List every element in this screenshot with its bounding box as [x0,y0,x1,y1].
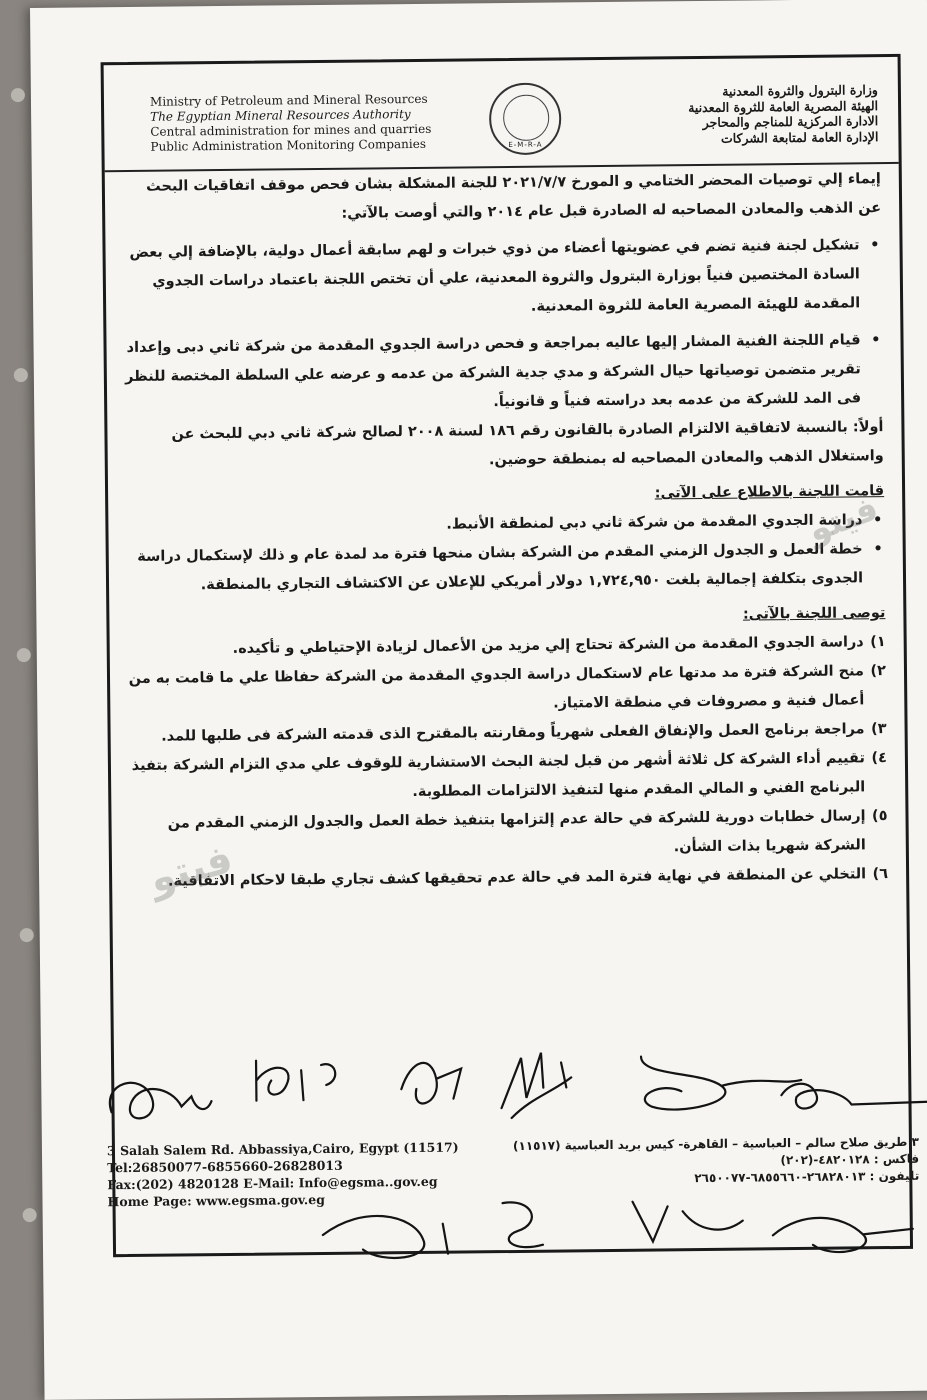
letter-body [123,165,889,897]
bullet-item: • تشكيل لجنة فنية تضم في عضويتها أعضاء من ذوي خبرات و لهم سابقة أعمال دولية، بالإضافة إلي بعض السادة المختصين فنياً بوزارة البترول والثروة المعدنية، علي أن تختص اللجنة باعتماد دراسات الجدوي المقدمة للهيئة المصرية العامة للثروة المعدنية. [123,231,882,326]
letterhead-arabic: وزارة البترول والثروة المعدنية الهيئة المصرية العامة للثروة المعدنية الادارة المركزية للمناجم والمحاجر الإدارة العامة لمتابعة الشركات [688,82,879,146]
letterhead-english: Ministry of Petroleum and Mineral Resources The Egyptian Mineral Resources Authority Central administration for mines and quarries Public Administration Monitoring Companies [149,91,432,154]
recommendation-item: ١) دراسة الجدوي المقدمة من الشركة تحتاج إلي مزيد من الأعمال لزيادة الإحتياطي و تأكيده. [232,634,886,657]
signatures-row [81,1034,927,1138]
authority-logo: E-M-R-A [489,82,562,155]
footer-signatures [302,1179,923,1275]
bullet-item: • خطة العمل و الجدول الزمني المقدم من الشركة بشان منحها فترة مد لمدة عام و ذلك لإستكمال دراسة الجدوى بتكلفة إجمالية بلغت ١,٧٢٤,٩٥٠ دولار أمريكي للإعلان عن الاكتشاف التجاري بالمنطقة. [127,535,886,601]
letterhead [104,57,899,172]
watermark-text: فيتو [144,835,238,903]
intro-paragraph: إيماء إلي توصيات المحضر الختامي و المورخ ٢٠٢١/٧/٧ للجنة المشكلة بشان فحص موقف اتفاقيات البحث عن الذهب والمعادن المصاحبه له الصادرة قبل عام ٢٠١٤ والتي أوصت بالآتي: [146,171,882,222]
recommendation-item: ٤) تقييم أداء الشركة كل ثلاثة أشهر من قبل لجنة البحث الاستشارية للوقوف علي مدي التزام الشركة بتفيذ البرنامج الفني و المالي المقدم منها لتنفيذ الالتزامات المطلوبة. [131,750,887,801]
bullet-item: • دراسة الجدوي المقدمة من شركة ثاني دبي لمنطقة الأنبط. [126,506,884,543]
recommendations-heading: توصى اللجنة بالآتى: [742,605,886,623]
sleeve-holes [8,8,43,1400]
review-heading: قامت اللجنة بالاطلاع على الآتى: [654,483,885,502]
recommendation-item: ٥) إرسال خطابات دورية للشركة في حالة عدم إلتزامها بتنفيذ خطة العمل والجدول الزمني المقدم من الشركة شهريا بذات الشأن. [167,808,888,856]
footer-arabic-contact: ٣ طريق صلاح سالم – العباسية – القاهرة- كيس بريد العباسية (١١٥١٧) فاكس : ٤٨٢٠١٢٨-(٢٠٢) تليفون : ٢٦٨٢٨٠١٣-٦٨٥٥٦٦٠-٢٦٥٠٠٧٧ [512,1134,920,1186]
watermark-text: فيتو [802,488,884,551]
logo-emblem-icon [503,95,549,141]
recommendation-item: ٦) التخلي عن المنطقة في نهاية فترة المد في حالة عدم تحقيقها كشف تجاري طبقا لاحكام الاتفاقية. [167,866,889,890]
first-section: أولاً: بالنسبة لاتفاقية الالتزام الصادرة بالقانون رقم ١٨٦ لسنة ٢٠٠٨ لصالح شركة ثاني دبي للبحث عن واستغلال الذهب والمعادن المصاحبه له بمنطقة حوضين. [171,419,884,469]
recommendation-item: ٣) مراجعة برنامج العمل والإنفاق الفعلى شهرياً ومقارنته بالمقترح الذى قدمته الشركة فى طلبها للمد. [161,721,887,745]
footer-english-contact: 3 Salah Salem Rd. Abbassiya,Cairo, Egypt (11517) Tel:26850077-6855660-26828013 Fax:(202) 4820128 E-Mail: Info@egsma..gov.eg Home Page: www.egsma.gov.eg [106,1139,459,1210]
recommendation-item: ٢) منح الشركة فترة مد مدتها عام لاستكمال دراسة الجدوي المقدمة من الشركة حفاظا علي ما قامت به من أعمال فنية و مصروفات في منطقة الامتياز. [128,663,887,712]
document-sheet [30,0,927,1400]
bullet-item: • قيام اللجنة الفنية المشار إليها عاليه بمراجعة و فحص دراسة الجدوي المقدمة من شركة ثاني دبى وإعداد تقرير متضمن توصياتها حيال الشركة و مدي جدية الشركة من عدمه و عرضه علي السلطة المختصة للنظر فى المد للشركة من عدمه بعد دراسته فنياً و قانونياً. [124,326,883,421]
